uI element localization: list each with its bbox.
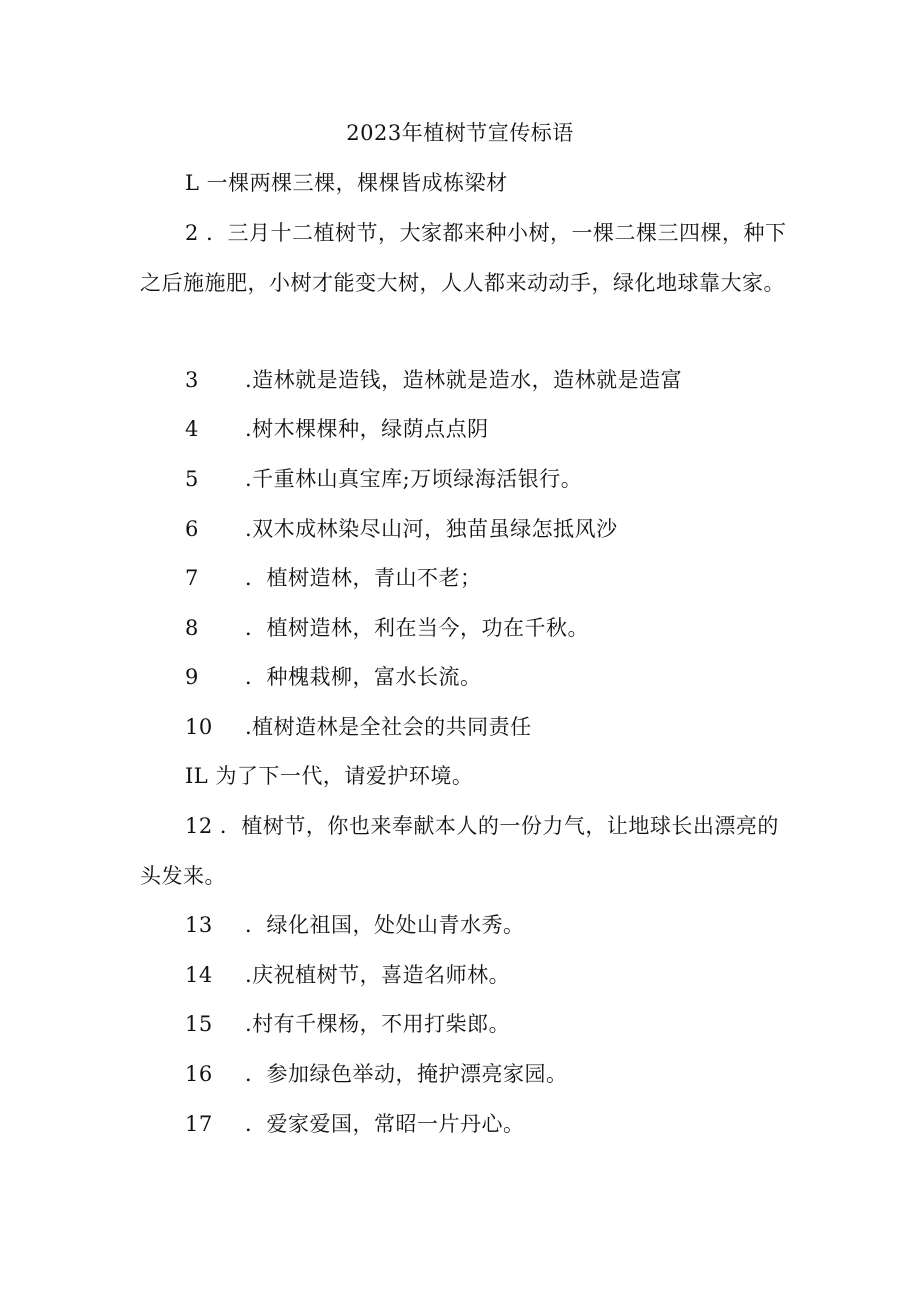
- slogan-text: .村有千棵杨，不用打柴郎。: [245, 1012, 511, 1036]
- slogan-item: [140, 603, 790, 653]
- slogan-text: .千重林山真宝库;万顷绿海活银行。: [245, 467, 583, 491]
- slogan-item: [140, 751, 790, 801]
- slogan-text: .双木成林染尽山河，独苗虽绿怎抵风沙: [245, 517, 618, 541]
- slogan-number: 10: [185, 715, 213, 739]
- slogan-item: [140, 702, 790, 752]
- slogan-text: .庆祝植树节，喜造名师林。: [245, 963, 511, 987]
- slogan-item: [140, 1049, 790, 1099]
- slogan-number: 4: [185, 417, 199, 441]
- slogan-text: ．植树造林，利在当今，功在千秋。: [245, 616, 589, 640]
- slogan-text: 一棵两棵三棵，棵棵皆成栋梁材: [206, 171, 508, 195]
- slogan-text: ．三月十二植树节，大家都来种小树，一棵二棵三四棵，种下之后施施肥，小树才能变大树，人人都来动动手，绿化地球靠大家。: [140, 221, 787, 295]
- slogan-text: .树木棵棵种，绿荫点点阴: [245, 417, 489, 441]
- slogan-number: 12: [185, 814, 213, 838]
- slogan-item: [140, 355, 790, 405]
- slogan-item: [140, 652, 790, 702]
- slogan-number: 9: [185, 665, 199, 689]
- slogan-text: .造林就是造钱，造林就是造水，造林就是造富: [245, 368, 683, 392]
- slogan-text: .植树造林是全社会的共同责任: [245, 715, 532, 739]
- slogan-item: [140, 1099, 790, 1149]
- slogan-number: 7: [185, 566, 199, 590]
- slogan-item: [140, 553, 790, 603]
- slogan-number: 8: [185, 616, 199, 640]
- slogan-number: 5: [185, 467, 199, 491]
- slogan-number: 17: [185, 1112, 213, 1136]
- slogan-number: 13: [185, 913, 213, 937]
- slogan-text: 为了下一代，请爱护环境。: [215, 764, 474, 788]
- slogan-number: 14: [185, 963, 213, 987]
- slogan-item: [140, 999, 790, 1049]
- slogan-text: ．植树节，你也来奉献本人的一份力气，让地球长出漂亮的头发来。: [140, 814, 779, 888]
- slogan-text: ．种槐栽柳，富水长流。: [245, 665, 482, 689]
- slogan-text: ．绿化祖国，处处山青水秀。: [245, 913, 525, 937]
- slogan-item: [140, 900, 790, 950]
- slogan-item: [140, 801, 790, 901]
- slogan-text: ．爱家爱国，常昭一片丹心。: [245, 1112, 525, 1136]
- slogan-item: [140, 950, 790, 1000]
- slogan-number: 15: [185, 1012, 213, 1036]
- document-title: 2023年植树节宣传标语: [346, 121, 574, 145]
- slogan-number: 3: [185, 368, 199, 392]
- slogan-item: [140, 158, 790, 208]
- slogan-item: [140, 454, 790, 504]
- slogan-item: [140, 404, 790, 454]
- slogan-text: ．参加绿色举动，掩护漂亮家园。: [245, 1062, 568, 1086]
- slogan-number: 2: [185, 221, 199, 245]
- slogan-text: ．植树造林，青山不老；: [245, 566, 482, 590]
- slogan-number: 16: [185, 1062, 213, 1086]
- slogan-number: IL: [185, 764, 209, 788]
- slogan-item: [140, 208, 790, 308]
- slogan-item: [140, 504, 790, 554]
- slogan-number: L: [185, 171, 200, 195]
- slogan-number: 6: [185, 517, 199, 541]
